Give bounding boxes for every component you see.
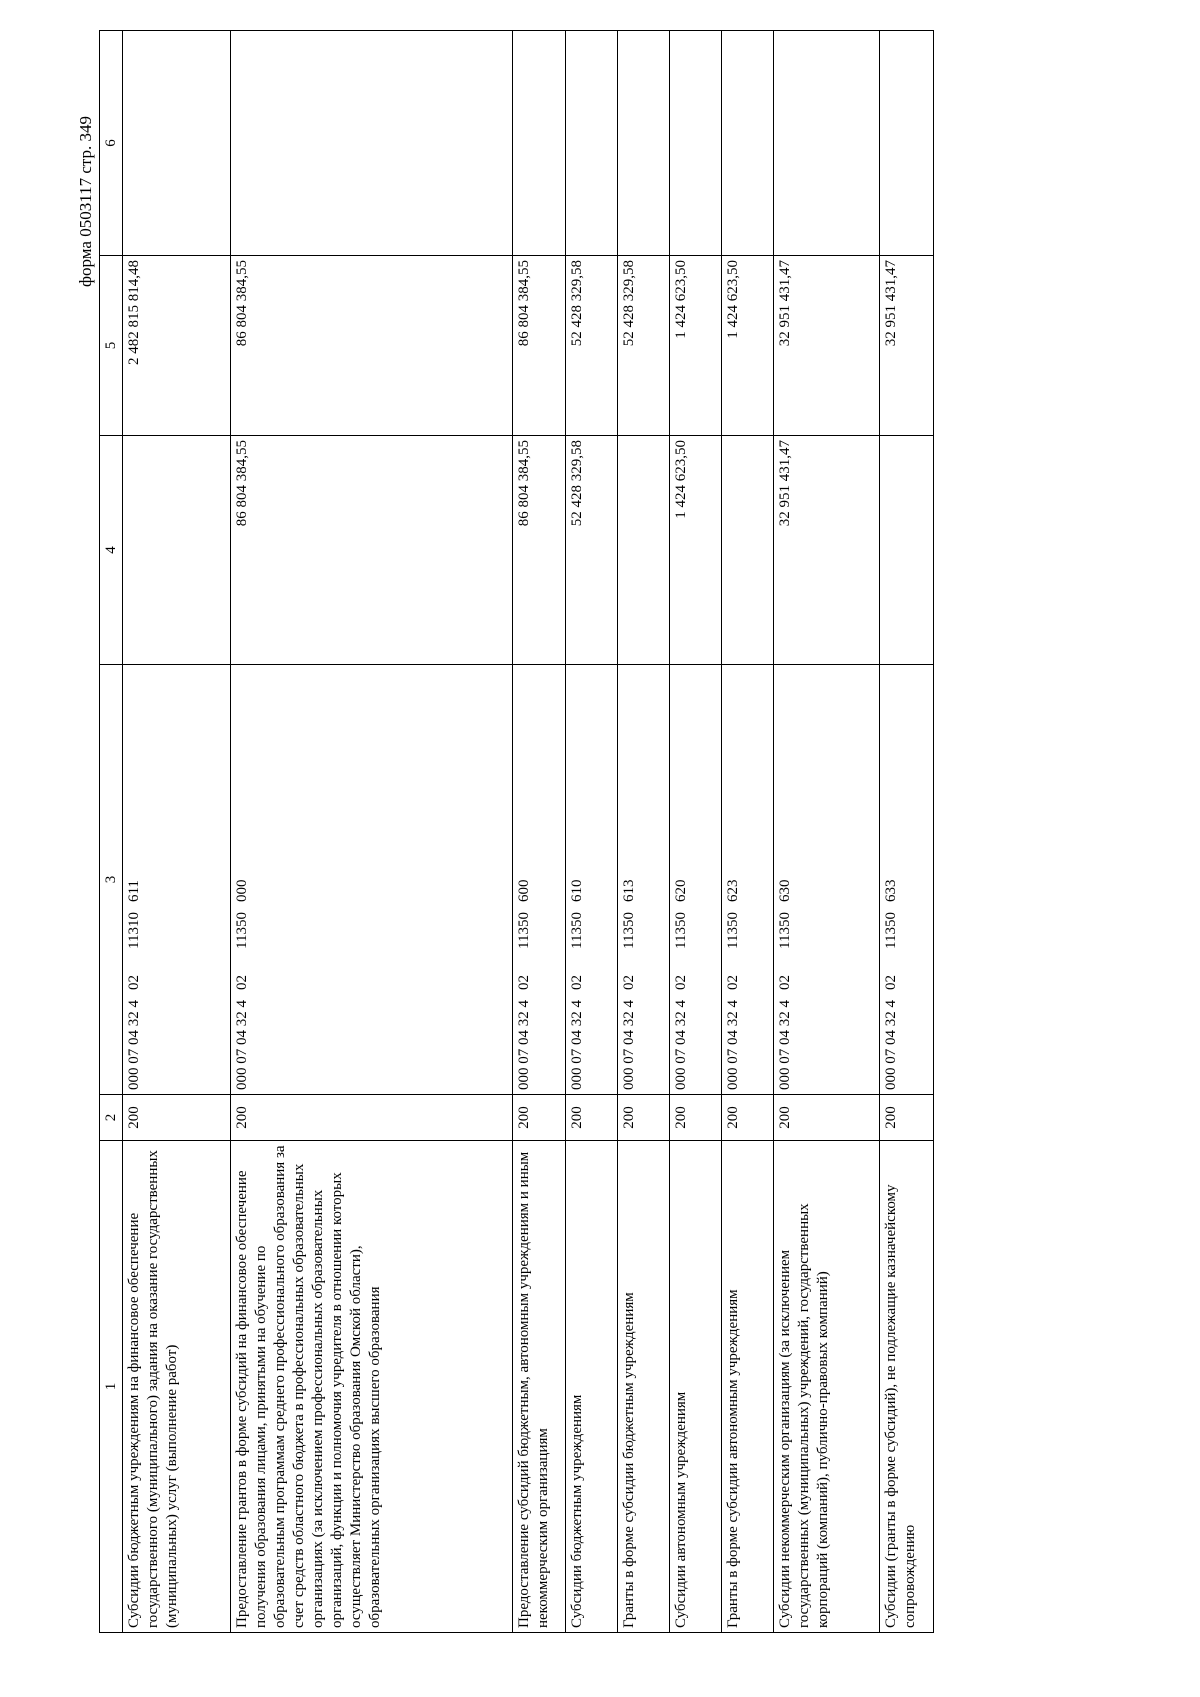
code-part: 11350 (621, 912, 637, 949)
line-code: 200 (722, 1095, 774, 1141)
budget-code (231, 665, 513, 1095)
form-code: форма 0503117 стр. 349 (76, 116, 95, 287)
table-row (513, 31, 566, 1633)
unexecuted-amount (670, 31, 722, 256)
code-part: 000 (234, 879, 250, 903)
budget-code (566, 665, 618, 1095)
budget-code (618, 665, 670, 1095)
column-number: 5 (100, 256, 123, 436)
code-part: 02 (516, 975, 532, 990)
line-code: 200 (618, 1095, 670, 1141)
row-name: Субсидии некоммерческим организациям (за исключением государственных (муниципальных) учреждений, государственных корпораций (компаний), публично-правовых компаний) (774, 1141, 880, 1633)
code-part: 11350 (234, 912, 250, 949)
executed-amount: 52 428 329,58 (618, 256, 670, 436)
approved-amount: 32 951 431,47 (774, 436, 880, 665)
row-name: Субсидии автономным учреждениям (670, 1141, 722, 1633)
budget-code (123, 665, 231, 1095)
budget-code (774, 665, 880, 1095)
code-part: 000 07 04 32 4 (621, 1000, 637, 1090)
unexecuted-amount (618, 31, 670, 256)
code-part: 11350 (569, 912, 585, 949)
executed-amount: 86 804 384,55 (513, 256, 566, 436)
unexecuted-amount (123, 31, 231, 256)
code-part: 02 (883, 975, 899, 990)
code-part: 000 07 04 32 4 (777, 1000, 793, 1090)
line-code: 200 (231, 1095, 513, 1141)
code-part: 611 (126, 880, 142, 903)
unexecuted-amount (513, 31, 566, 256)
row-name: Субсидии бюджетным учреждениям на финансовое обеспечение государственного (муниципального) задания на оказание государственных (муниципальных) услуг (выполнение работ) (123, 1141, 231, 1633)
approved-amount (722, 436, 774, 665)
line-code: 200 (774, 1095, 880, 1141)
executed-amount: 32 951 431,47 (774, 256, 880, 436)
column-number: 1 (100, 1141, 123, 1633)
code-part: 000 07 04 32 4 (883, 1000, 899, 1090)
executed-amount: 2 482 815 814,48 (123, 256, 231, 436)
line-code: 200 (880, 1095, 934, 1141)
code-part: 000 07 04 32 4 (673, 1000, 689, 1090)
approved-amount: 86 804 384,55 (513, 436, 566, 665)
row-name: Предоставление субсидий бюджетным, автономным учреждениям и иным некоммерческим организациям (513, 1141, 566, 1633)
code-part: 000 07 04 32 4 (516, 1000, 532, 1090)
code-part: 620 (673, 879, 689, 903)
approved-amount (880, 436, 934, 665)
column-number: 2 (100, 1095, 123, 1141)
budget-code (722, 665, 774, 1095)
code-part: 02 (569, 975, 585, 990)
code-part: 000 07 04 32 4 (234, 1000, 250, 1090)
column-number: 4 (100, 436, 123, 665)
code-part: 02 (673, 975, 689, 990)
column-number: 6 (100, 31, 123, 256)
code-part: 633 (883, 879, 899, 903)
budget-code (670, 665, 722, 1095)
code-part: 623 (725, 879, 741, 903)
table-row (566, 31, 618, 1633)
code-part: 600 (516, 879, 532, 903)
table-row (670, 31, 722, 1633)
code-part: 613 (621, 879, 637, 903)
approved-amount (123, 436, 231, 665)
row-name: Гранты в форме субсидии автономным учреждениям (722, 1141, 774, 1633)
code-part: 11350 (673, 912, 689, 949)
executed-amount: 32 951 431,47 (880, 256, 934, 436)
executed-amount: 52 428 329,58 (566, 256, 618, 436)
executed-amount: 86 804 384,55 (231, 256, 513, 436)
table-row (123, 31, 231, 1633)
code-part: 02 (725, 975, 741, 990)
executed-amount: 1 424 623,50 (670, 256, 722, 436)
code-part: 000 07 04 32 4 (569, 1000, 585, 1090)
column-number-row (100, 31, 123, 1633)
code-part: 02 (777, 975, 793, 990)
approved-amount: 86 804 384,55 (231, 436, 513, 665)
line-code: 200 (566, 1095, 618, 1141)
unexecuted-amount (231, 31, 513, 256)
code-part: 11350 (883, 912, 899, 949)
row-name: Гранты в форме субсидии бюджетным учреждениям (618, 1141, 670, 1633)
budget-code (880, 665, 934, 1095)
code-part: 02 (126, 975, 142, 990)
executed-amount: 1 424 623,50 (722, 256, 774, 436)
line-code: 200 (123, 1095, 231, 1141)
code-part: 000 07 04 32 4 (725, 1000, 741, 1090)
row-name: Субсидии (гранты в форме субсидий), не подлежащие казначейскому сопровождению (880, 1141, 934, 1633)
table-row (774, 31, 880, 1633)
budget-code (513, 665, 566, 1095)
code-part: 11350 (516, 912, 532, 949)
row-name: Предоставление грантов в форме субсидий на финансовое обеспечение получения образования лицами, принятыми на обучение по образовательным программам среднего профессионального образования за счет средств областного бюджета в профессиональных образовательных организациях (за исключением профессиональных образовательных организаций, функции и полномочия учредителя в отношении которых осуществляет Министерство образования Омской области), образовательных организациях высшего образования (231, 1141, 513, 1633)
approved-amount: 52 428 329,58 (566, 436, 618, 665)
approved-amount: 1 424 623,50 (670, 436, 722, 665)
line-code: 200 (670, 1095, 722, 1141)
unexecuted-amount (722, 31, 774, 256)
approved-amount (618, 436, 670, 665)
line-code: 200 (513, 1095, 566, 1141)
code-part: 11350 (777, 912, 793, 949)
code-part: 630 (777, 879, 793, 903)
code-part: 11350 (725, 912, 741, 949)
unexecuted-amount (566, 31, 618, 256)
table-row (880, 31, 934, 1633)
unexecuted-amount (774, 31, 880, 256)
code-part: 610 (569, 879, 585, 903)
code-part: 11310 (126, 912, 142, 949)
code-part: 02 (234, 975, 250, 990)
unexecuted-amount (880, 31, 934, 256)
expenditure-table (99, 30, 934, 1633)
code-part: 02 (621, 975, 637, 990)
table-row (618, 31, 670, 1633)
table-row (231, 31, 513, 1633)
code-part: 000 07 04 32 4 (126, 1000, 142, 1090)
table-row (722, 31, 774, 1633)
row-name: Субсидии бюджетным учреждениям (566, 1141, 618, 1633)
column-number: 3 (100, 665, 123, 1095)
